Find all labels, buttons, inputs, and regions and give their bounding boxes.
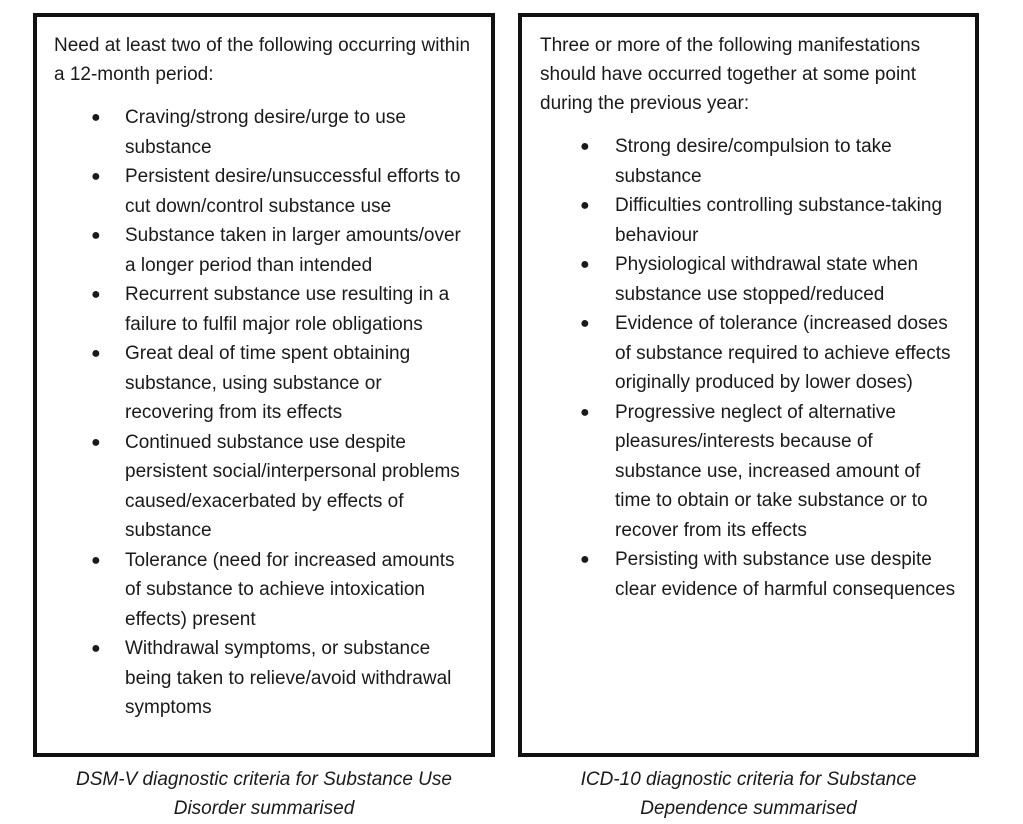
bullet-icon: ● [91, 640, 101, 657]
bullet-icon: ● [91, 286, 101, 303]
dsm-criteria-box [33, 13, 495, 757]
bullet-icon: ● [580, 315, 590, 332]
dsm-caption [33, 765, 495, 823]
icd-intro-text: Three or more of the following manifestations should have occurred together at some point during the previous year: [540, 35, 921, 114]
bullet-icon: ● [580, 197, 590, 214]
dsm-caption-line-1: DSM-V diagnostic criteria for Substance Use [76, 769, 452, 790]
list-item: ● Recurrent substance use resulting in a failure to fulfil major role obligations [54, 280, 475, 339]
icd-caption-line-2: Dependence summarised [640, 798, 857, 819]
list-item: ● Persisting with substance use despite clear evidence of harmful consequences [540, 545, 961, 604]
list-item: ● Strong desire/compulsion to take substance [540, 132, 961, 191]
bullet-icon: ● [91, 433, 101, 451]
bullet-icon: ● [580, 403, 590, 421]
bullet-icon: ● [580, 551, 590, 568]
dsm-caption-line-2: Disorder summarised [173, 798, 355, 819]
bullet-icon: ● [580, 256, 590, 273]
icd-criteria-list [540, 132, 961, 604]
bullet-icon: ● [580, 138, 590, 155]
list-item: ● Evidence of tolerance (increased doses of substance required to achieve effects originally produced by lower doses) [540, 309, 961, 398]
bullet-icon: ● [91, 227, 101, 244]
list-item: ● Difficulties controlling substance-taking behaviour [540, 191, 961, 250]
bullet-icon: ● [91, 551, 101, 569]
bullet-icon: ● [91, 168, 101, 185]
icd-criteria-box [518, 13, 979, 757]
list-item: ● Withdrawal symptoms, or substance being taken to relieve/avoid withdrawal symptoms [54, 634, 475, 723]
list-item: ● Craving/strong desire/urge to use substance [54, 103, 475, 162]
list-item: ● Progressive neglect of alternative pleasures/interests because of substance use, increased amount of time to obtain or take substance or to recover from its effects [540, 398, 961, 546]
list-item: ● Persistent desire/unsuccessful efforts to cut down/control substance use [54, 162, 475, 221]
icd-caption [518, 765, 979, 823]
bullet-icon: ● [91, 109, 101, 126]
icd-caption-line-1: ICD-10 diagnostic criteria for Substance [580, 769, 917, 790]
list-item: ● Great deal of time spent obtaining substance, using substance or recovering from its effects [54, 339, 475, 428]
dsm-criteria-list [54, 103, 475, 723]
list-item: ● Physiological withdrawal state when substance use stopped/reduced [540, 250, 961, 309]
list-item: ● Continued substance use despite persistent social/interpersonal problems caused/exacerbated by effects of substance [54, 428, 475, 546]
list-item: ● Substance taken in larger amounts/over a longer period than intended [54, 221, 475, 280]
bullet-icon: ● [91, 345, 101, 362]
list-item: ● Tolerance (need for increased amounts of substance to achieve intoxication effects) present [54, 546, 475, 635]
dsm-intro-text: Need at least two of the following occurring within a 12-month period: [54, 35, 471, 85]
